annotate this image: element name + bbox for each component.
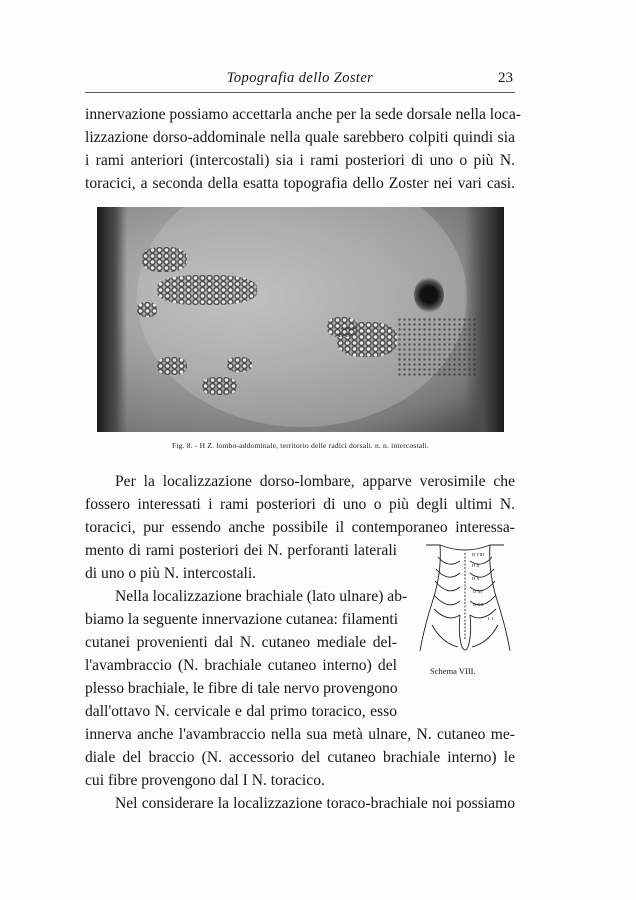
schema-label-text: D VIII (472, 552, 485, 557)
paragraph-2-continued (85, 539, 397, 585)
text-line: Nella localizzazione brachiale (lato ulnare) ab- (115, 588, 408, 605)
text-line: mento di rami posteriori dei N. perforanti laterali (85, 542, 397, 559)
text-line: cui fibre provengono dal I N. toracico. (85, 772, 325, 789)
text-line: plesso brachiale, le fibre di tale nervo provengono (85, 680, 398, 697)
text-line: l'avambraccio (N. brachiale cutaneo interno) del (85, 657, 397, 674)
text-line: innervazione possiamo accettarla anche per la sede dorsale nella loca- (85, 106, 521, 123)
text-line: toracici, pur essendo anche possibile il contemporaneo interessa- (85, 519, 515, 536)
schema-diagram (418, 543, 512, 655)
schema-label: Schema VIII. (430, 666, 476, 676)
text-line: innerva anche l'avambraccio nella sua metà ulnare, N. cutaneo me- (85, 726, 515, 743)
text-line: cutanei provenienti dal N. cutaneo mediale del- (85, 634, 397, 651)
text-line: dall'ottavo N. cervicale e dal primo toracico, esso (85, 703, 397, 720)
page-header (85, 70, 515, 93)
text-line: lizzazione dorso-addominale nella quale sarebbero colpiti quindi sia (85, 129, 515, 146)
paragraph-1 (85, 103, 521, 195)
paragraph-2 (85, 470, 515, 539)
schema-label-text: D X (472, 576, 480, 581)
figure-caption: Fig. 8. - H Z. lombo-addominale, territorio delle radici dorsali. n. n. intercostali. (172, 441, 429, 450)
paragraph-4 (85, 792, 515, 815)
text-line: diale del braccio (N. accessorio del cutaneo brachiale interno) le (85, 749, 515, 766)
text-line: i rami anteriori (intercostali) sia i rami posteriori di uno o più N. (85, 152, 515, 169)
text-line: Per la localizzazione dorso-lombare, apparve verosimile che (115, 473, 515, 490)
schema-label-text: D XI (473, 589, 483, 594)
text-line: Nel considerare la localizzazione toraco-brachiale noi possiamo (115, 795, 515, 812)
paragraph-3 (85, 585, 408, 723)
schema-label-text: D XII (473, 602, 484, 607)
text-line: fossero interessati i rami posteriori di uno o più degli ultimi N. (85, 496, 515, 513)
text-line: toracici, a seconda della esatta topografia dello Zoster nei vari casi. (85, 175, 515, 192)
paragraph-3-continued (85, 723, 515, 792)
schema-label-text: D X (472, 563, 480, 568)
figure-photo (97, 207, 504, 432)
text-line: di uno o più N. intercostali. (85, 565, 257, 582)
schema-label-text: L I (488, 616, 494, 621)
page-number: 23 (498, 70, 513, 86)
running-title: Topografia dello Zoster (226, 70, 374, 86)
text-line: biamo la seguente innervazione cutanea: filamenti (85, 611, 399, 628)
